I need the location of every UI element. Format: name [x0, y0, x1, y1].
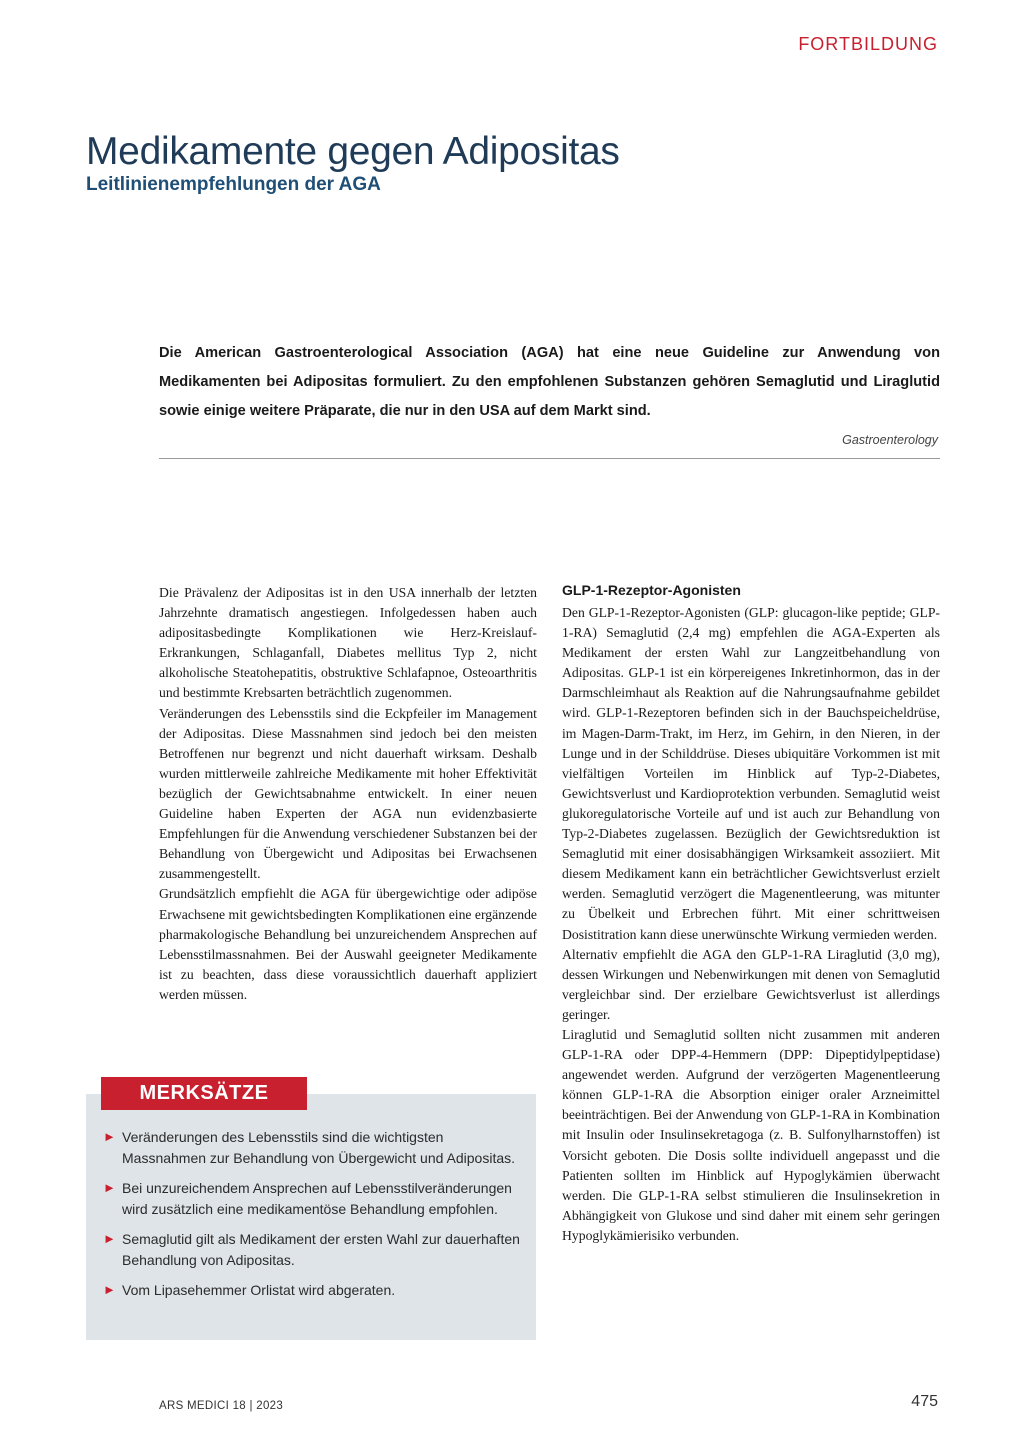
right-column — [562, 603, 940, 1246]
merksaetze-heading: MERKSÄTZE — [101, 1077, 307, 1110]
list-item — [103, 1178, 523, 1219]
triangle-bullet-icon: ► — [103, 1282, 116, 1297]
left-column — [159, 583, 537, 1005]
list-item — [103, 1127, 523, 1168]
article-title: Medikamente gegen Adipositas — [86, 130, 620, 174]
body-paragraph: Liraglutid und Semaglutid sollten nicht zusammen mit anderen GLP-1-RA oder DPP-4-Hemmern (DPP: Dipeptidylpeptidase) angewendet werden. Aufgrund der verzögerten Magenentleerung können GLP-1-RA die Absorption einiger oraler Arzneimittel beeinträchtigen. Bei der Anwendung von GLP-1-RA in Kombination mit Insulin oder Insulinsekretagoga (z. B. Sulfonylharnstoffen) ist Vorsicht geboten. Die Dosis sollte individuell angepasst und die Patienten sollten im Hinblick auf Hypoglykämien überwacht werden. Die GLP-1-RA selbst stimulieren die Insulinsekretion in Abhängigkeit von Glukose und sind daher mit einem sehr geringen Hypoglykämierisiko verbunden. — [562, 1026, 940, 1243]
list-item — [103, 1229, 523, 1270]
body-paragraph: Grundsätzlich empfiehlt die AGA für übergewichtige oder adipöse Erwachsene mit gewichtsbedingten Komplikationen eine ergänzende pharmakologische Behandlung bei unzureichendem Ansprechen auf Lebensstilmassnahmen. Bei der Auswahl geeigneter Medikamente ist zu beachten, dass diese voraussichtlich dauerhaft appliziert werden müssen. — [159, 886, 537, 1002]
page-number: 475 — [911, 1393, 938, 1410]
list-item — [103, 1280, 523, 1301]
body-paragraph: Veränderungen des Lebensstils sind die Eckpfeiler im Management der Adipositas. Diese Massnahmen sind jedoch bei den meisten Betroffenen nur begrenzt und nicht dauerhaft wirksam. Deshalb wurden mittlerweile zahlreiche Medikamente mit hoher Effektivität bezüglich der Gewichtsabnahme entwickelt. In einer neuen Guideline haben Experten der AGA nun evidenzbasierte Empfehlungen für die Anwendung verschiedener Substanzen bei der Behandlung von Übergewicht und Adipositas bei Erwachsenen zusammengestellt. — [159, 705, 537, 882]
merksaetze-list — [103, 1127, 523, 1311]
section-heading: GLP-1-Rezeptor-Agonisten — [562, 582, 741, 598]
source-label: Gastroenterology — [842, 433, 938, 447]
divider — [159, 458, 940, 459]
list-item-text: Veränderungen des Lebensstils sind die wichtigsten Massnahmen zur Behandlung von Übergewicht und Adipositas. — [122, 1129, 516, 1166]
body-paragraph: Den GLP-1-Rezeptor-Agonisten (GLP: glucagon-like peptide; GLP-1-RA) Semaglutid (2,4 mg) empfehlen die AGA-Experten als Medikament der ersten Wahl zur Langzeitbehandlung von Adipositas. GLP-1 ist ein körpereigenes Inkretinhormon, das in der Darmschleimhaut als Reaktion auf die Nahrungsaufnahme gebildet wird. GLP-1-Rezeptoren befinden sich in der Bauchspeicheldrüse, im Magen-Darm-Trakt, im Herz, im Gehirn, in den Nieren, in der Lunge und in der Schilddrüse. Dieses ubiquitäre Vorkommen ist mit vielfältigen Vorteilen im Hinblick auf Typ-2-Diabetes, Gewichtsverlust und Kardioprotektion verbunden. Semaglutid weist glukoregulatorische Vorteile auf und ist auch zur Behandlung von Typ-2-Diabetes zugelassen. Bezüglich der Gewichtsreduktion ist Semaglutid mit einer dosisabhängigen Wirksamkeit assoziiert. Mit diesem Medikament kann ein beträchtlicher Gewichtsverlust erzielt werden. Semaglutid verzögert die Magenentleerung, was mitunter zu Übelkeit und Erbrechen führt. Mit einer schrittweisen Dosistitration kann diese unerwünschte Wirkung vermieden werden. — [562, 605, 940, 942]
body-paragraph: Die Prävalenz der Adipositas ist in den USA innerhalb der letzten Jahrzehnte dramatisch angestiegen. Infolgedessen haben auch adipositasbedingte Komplikationen wie Herz-Kreislauf-Erkrankungen, Schlaganfall, Diabetes mellitus Typ 2, nicht alkoholische Steatohepatitis, obstruktive Schlafapnoe, Osteoarthritis und bestimmte Krebsarten beträchtlich zugenommen. — [159, 585, 537, 701]
triangle-bullet-icon: ► — [103, 1231, 116, 1246]
journal-footer: ARS MEDICI 18 | 2023 — [159, 1400, 284, 1412]
triangle-bullet-icon: ► — [103, 1180, 116, 1195]
body-paragraph: Alternativ empfiehlt die AGA den GLP-1-RA Liraglutid (3,0 mg), dessen Wirkungen und Nebenwirkungen mit denen von Semaglutid vergleichbar sind. Der erzielbare Gewichtsverlust ist allerdings geringer. — [562, 946, 940, 1022]
article-subtitle: Leitlinienempfehlungen der AGA — [86, 174, 381, 195]
list-item-text: Bei unzureichendem Ansprechen auf Lebensstilveränderungen wird zusätzlich eine medikamentöse Behandlung empfohlen. — [122, 1180, 512, 1217]
section-label: FORTBILDUNG — [798, 34, 938, 54]
list-item-text: Vom Lipasehemmer Orlistat wird abgeraten. — [122, 1282, 396, 1298]
lead-paragraph: Die American Gastroenterological Association (AGA) hat eine neue Guideline zur Anwendung von Medikamenten bei Adipositas formuliert. Zu den empfohlenen Substanzen gehören Semaglutid und Liraglutid sowie einige weitere Präparate, die nur in den USA auf dem Markt sind. — [159, 345, 940, 419]
triangle-bullet-icon: ► — [103, 1129, 116, 1144]
list-item-text: Semaglutid gilt als Medikament der ersten Wahl zur dauerhaften Behandlung von Adipositas. — [122, 1231, 520, 1268]
